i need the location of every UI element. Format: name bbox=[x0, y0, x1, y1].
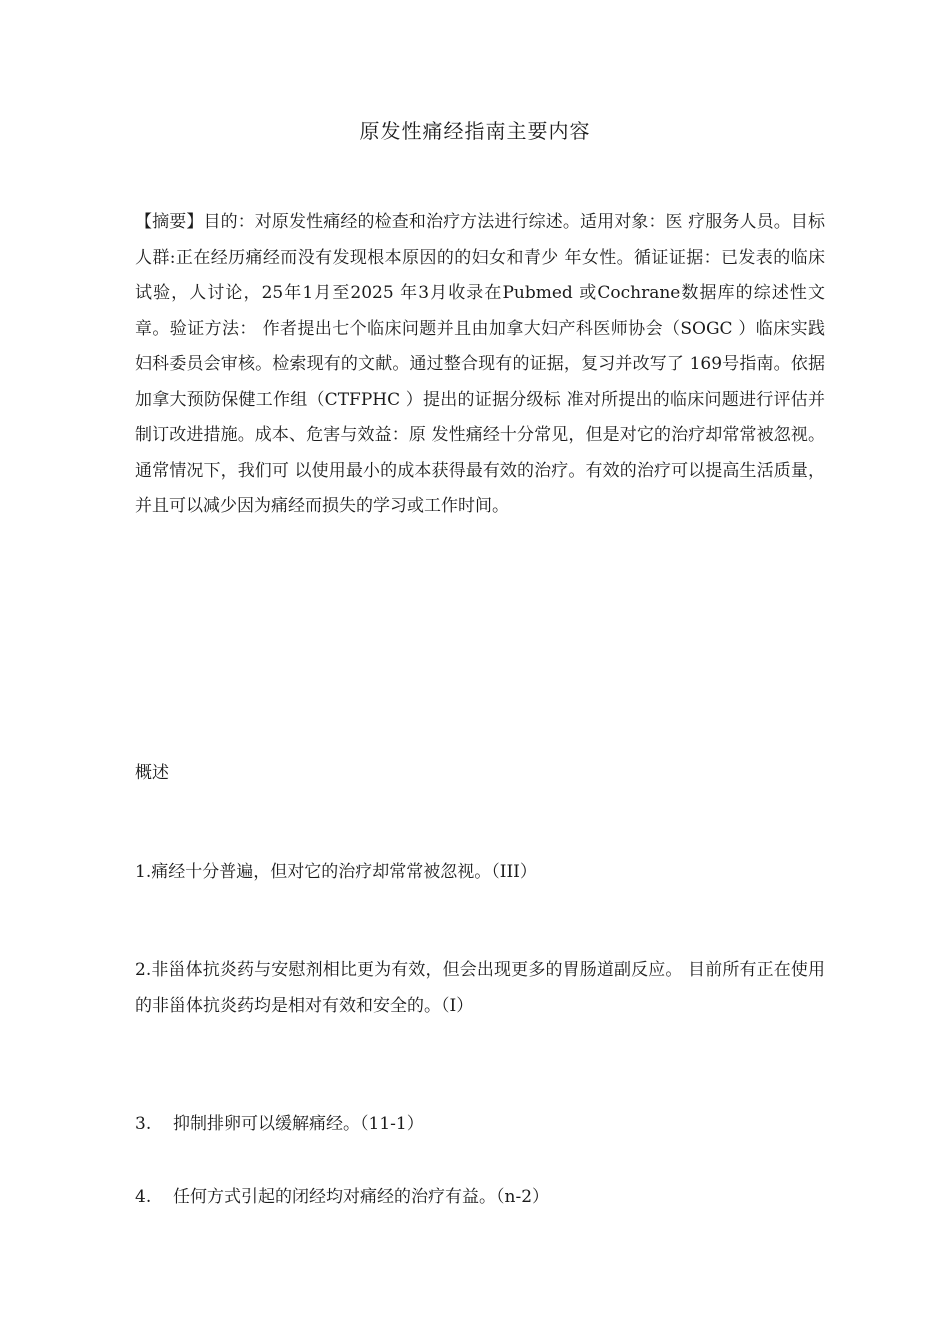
list-item bbox=[135, 1180, 825, 1216]
list-item-number: 1. bbox=[135, 862, 152, 882]
list-item-text: 任何方式引起的闭经均对痛经的治疗有益。（n-2） bbox=[173, 1187, 550, 1207]
abstract-paragraph: 【摘要】目的：对原发性痛经的检查和治疗方法进行综述。适用对象：医 疗服务人员。目标人群:正在经历痛经而没有发现根本原因的的妇女和青少 年女性。循证证据：已发表的临床试验，人讨论，25年1月至2025 年3月收录在Pubmed 或Cochrane数据库的综述性文章。验证方法： 作者提出七个临床问题并且由加拿大妇产科医师协会（SOGC ）临床实践 妇科委员会审核。检索现有的文献。通过整合现有的证据，复习并改写了 169号指南。依据加拿大预防保健工作组（CTFPHC ）提出的证据分级标 准对所提出的临床问题进行评估并制订改进措施。成本、危害与效益：原 发性痛经十分常见，但是对它的治疗却常常被忽视。通常情况下，我们可 以使用最小的成本获得最有效的治疗。有效的治疗可以提高生活质量，并且可以减少因为痛经而损失的学习或工作时间。 bbox=[135, 212, 825, 516]
section-heading-overview: 概述 bbox=[135, 763, 169, 783]
list-item bbox=[135, 855, 825, 891]
list-item-text: 抑制排卵可以缓解痛经。（11-1） bbox=[173, 1114, 424, 1134]
list-item-number: 2. bbox=[135, 960, 152, 980]
page-title: 原发性痛经指南主要内容 bbox=[359, 119, 591, 143]
list-item bbox=[135, 1107, 825, 1143]
list-item-number: 3. bbox=[135, 1114, 152, 1134]
list-item-text: 痛经十分普遍，但对它的治疗却常常被忽视。（III） bbox=[151, 862, 537, 882]
list-item-number: 4. bbox=[135, 1187, 152, 1207]
list-item bbox=[135, 953, 825, 1024]
list-item-text: 非甾体抗炎药与安慰剂相比更为有效，但会出现更多的胃肠道副反应。 目前所有正在使用的非甾体抗炎药均是相对有效和安全的。（I） bbox=[135, 960, 825, 1016]
